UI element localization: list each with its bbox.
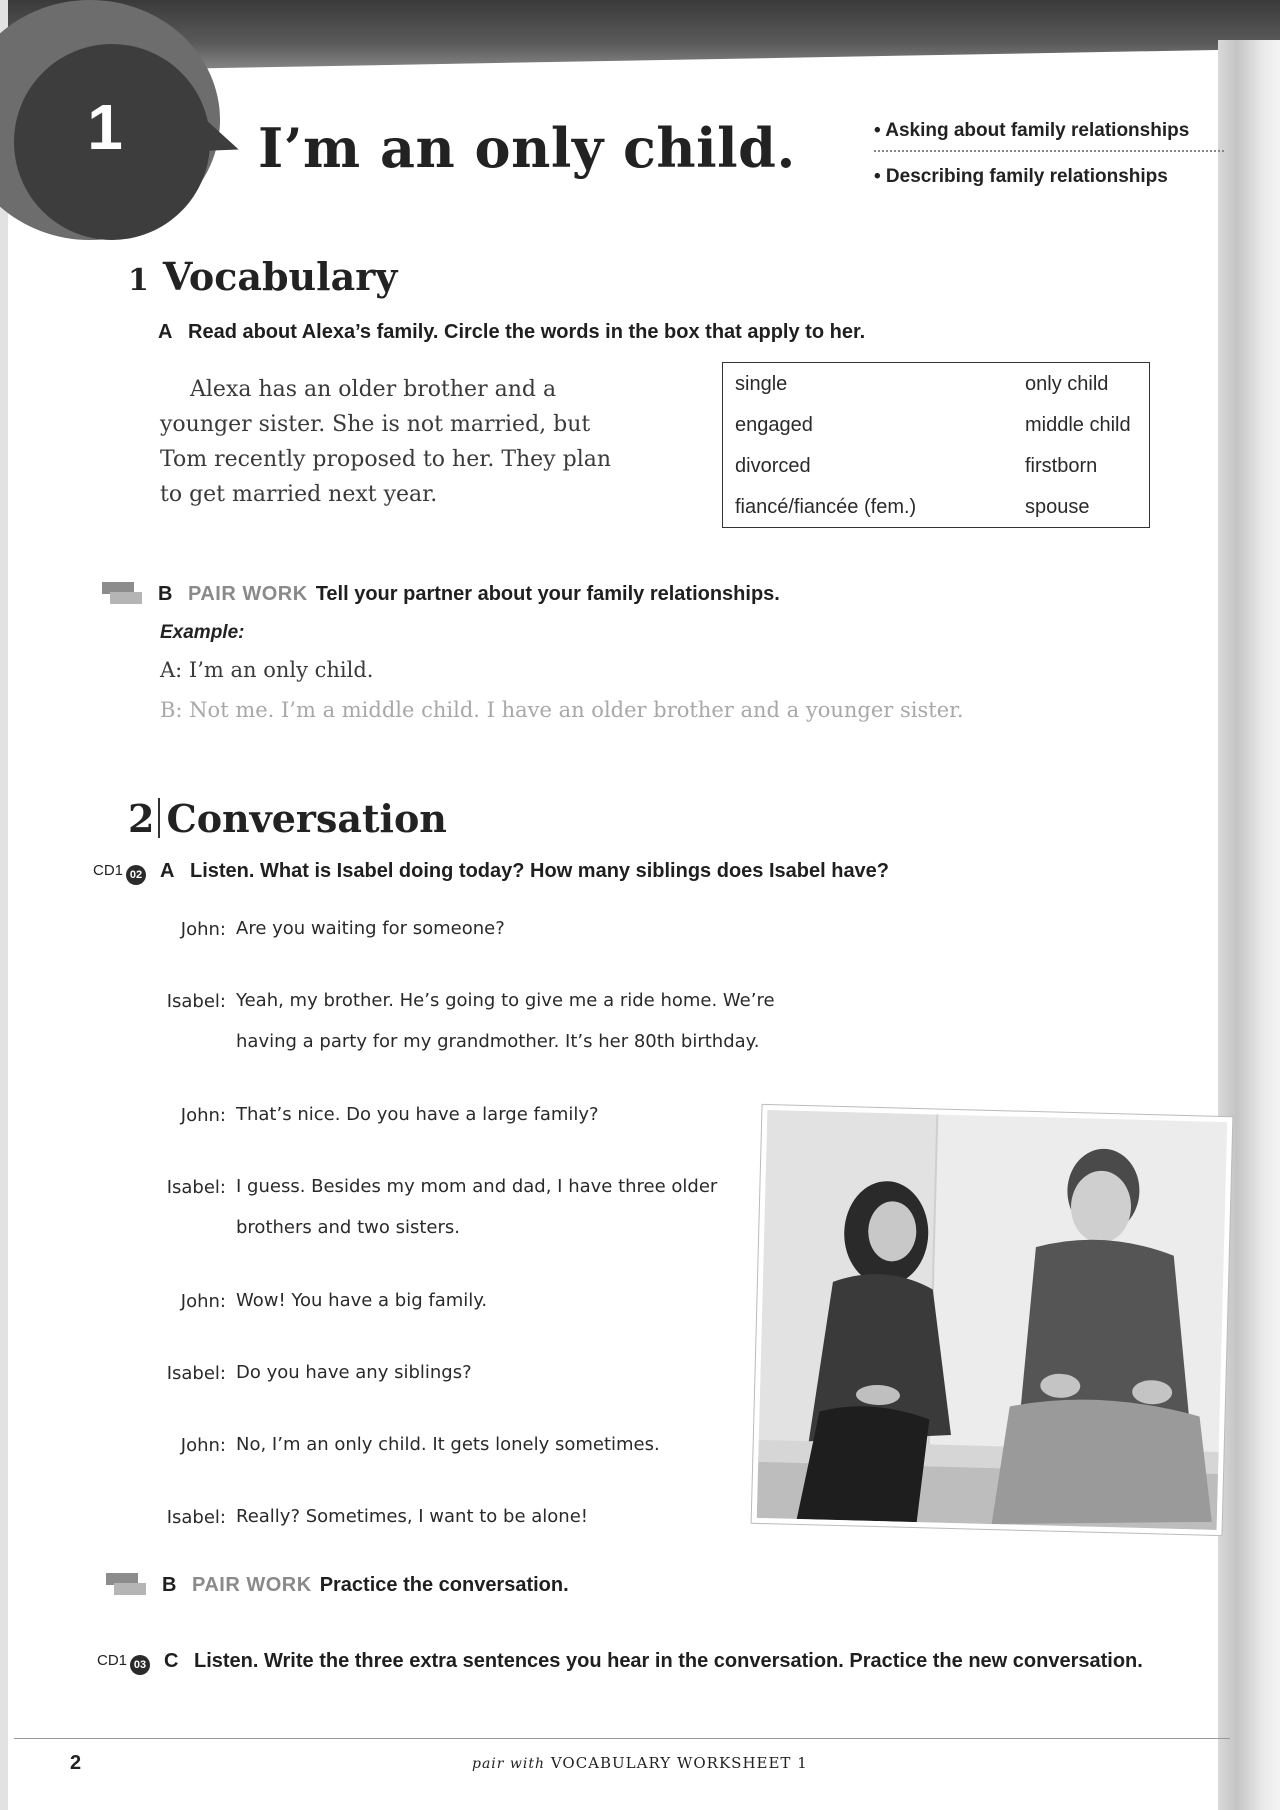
speaker-name: Isabel: bbox=[166, 1363, 226, 1384]
speech-text: Really? Sometimes, I want to be alone! bbox=[236, 1506, 588, 1527]
activity-letter: B bbox=[158, 583, 173, 605]
word-box-item[interactable]: spouse bbox=[1025, 496, 1090, 518]
cd-track-icon: 02 bbox=[126, 865, 146, 885]
instruction-text: Tell your partner about your family relationships. bbox=[315, 583, 780, 605]
instruction-vocab-b bbox=[158, 583, 780, 606]
section-heading-conversation bbox=[128, 796, 447, 841]
conversation-photo bbox=[757, 1110, 1228, 1530]
section-number: 1 bbox=[128, 263, 149, 298]
section-heading-vocabulary bbox=[128, 254, 397, 299]
speaker-name: John: bbox=[180, 919, 226, 940]
footer-divider bbox=[14, 1738, 1230, 1739]
pair-with-label: pair with bbox=[472, 1756, 546, 1772]
word-box-item[interactable]: divorced bbox=[735, 455, 811, 477]
speech-text: Do you have any siblings? bbox=[236, 1362, 472, 1383]
instruction-text: Listen. Write the three extra sentences you hear in the conversation. Practice the new conversation. bbox=[194, 1650, 1143, 1672]
speaker-name: John: bbox=[180, 1291, 226, 1312]
worksheet-reference bbox=[472, 1754, 808, 1772]
speaker-name: Isabel: bbox=[166, 1177, 226, 1198]
speech-text: Wow! You have a big family. bbox=[236, 1290, 488, 1311]
audio-track-tag[interactable] bbox=[97, 1652, 150, 1675]
word-box-item[interactable]: middle child bbox=[1025, 414, 1131, 436]
page-number: 2 bbox=[70, 1752, 82, 1774]
instruction-conv-b bbox=[162, 1574, 569, 1597]
speech-text: Yeah, my brother. He’s going to give me a ride home. We’re having a party for my grandmother. It’s her 80th birthday. bbox=[236, 990, 775, 1052]
speaker-name: Isabel: bbox=[166, 991, 226, 1012]
lesson-objectives bbox=[874, 116, 1224, 196]
section-number: 2 bbox=[128, 796, 155, 841]
speaker-name: John: bbox=[180, 1435, 226, 1456]
instruction-conv-a bbox=[160, 860, 889, 883]
reading-passage: Alexa has an older brother and a younger sister. She is not married, but Tom recently proposed to her. They plan to get married next year. bbox=[160, 377, 612, 507]
page-left-edge bbox=[0, 0, 8, 1810]
section-title: Vocabulary bbox=[162, 254, 398, 299]
example-label: Example: bbox=[160, 622, 245, 643]
cd-label: CD1 bbox=[93, 862, 124, 879]
cd-track-icon: 03 bbox=[130, 1655, 150, 1675]
people-illustration bbox=[757, 1110, 1228, 1530]
instruction-vocab-a bbox=[158, 321, 865, 344]
instruction-text: Listen. What is Isabel doing today? How many siblings does Isabel have? bbox=[190, 860, 890, 882]
example-line: B: Not me. I’m a middle child. I have an older brother and a younger sister. bbox=[160, 698, 964, 722]
instruction-text: Practice the conversation. bbox=[319, 1574, 569, 1596]
activity-letter: C bbox=[164, 1650, 179, 1672]
speech-text: I guess. Besides my mom and dad, I have three older brothers and two sisters. bbox=[236, 1176, 718, 1238]
example-line: A: I’m an only child. bbox=[160, 658, 374, 682]
word-box-item[interactable]: single bbox=[735, 373, 788, 395]
lesson-title: I’m an only child. bbox=[258, 116, 796, 180]
pair-work-label: PAIR WORK bbox=[188, 583, 308, 605]
worksheet-name: VOCABULARY WORKSHEET 1 bbox=[550, 1754, 808, 1772]
audio-track-tag[interactable] bbox=[93, 862, 146, 885]
speech-text: Are you waiting for someone? bbox=[236, 918, 505, 939]
word-box-item[interactable]: firstborn bbox=[1025, 455, 1098, 477]
instruction-conv-c bbox=[164, 1650, 1143, 1673]
instruction-text: Read about Alexa’s family. Circle the words in the box that apply to her. bbox=[188, 321, 866, 343]
speaker-name: John: bbox=[180, 1105, 226, 1126]
activity-letter: B bbox=[162, 1574, 177, 1596]
word-box-item[interactable]: engaged bbox=[735, 414, 813, 436]
word-box-item[interactable]: only child bbox=[1025, 373, 1109, 395]
pair-work-icon bbox=[102, 580, 144, 606]
pair-work-label: PAIR WORK bbox=[192, 1574, 312, 1596]
pair-work-icon bbox=[106, 1571, 148, 1597]
objective-item: • Asking about family relationships bbox=[874, 116, 1224, 152]
cd-label: CD1 bbox=[97, 1652, 128, 1669]
activity-letter: A bbox=[158, 321, 173, 343]
word-box bbox=[722, 362, 1150, 528]
speaker-name: Isabel: bbox=[166, 1507, 226, 1528]
unit-number: 1 bbox=[87, 91, 123, 163]
section-title: Conversation bbox=[166, 796, 447, 841]
speech-text: No, I’m an only child. It gets lonely sometimes. bbox=[236, 1434, 660, 1455]
speech-text: That’s nice. Do you have a large family? bbox=[236, 1104, 599, 1125]
objective-item: • Describing family relationships bbox=[874, 166, 1168, 187]
page-binding-edge bbox=[1218, 40, 1280, 1810]
activity-letter: A bbox=[160, 860, 175, 882]
word-box-item[interactable]: fiancé/fiancée (fem.) bbox=[735, 496, 917, 518]
